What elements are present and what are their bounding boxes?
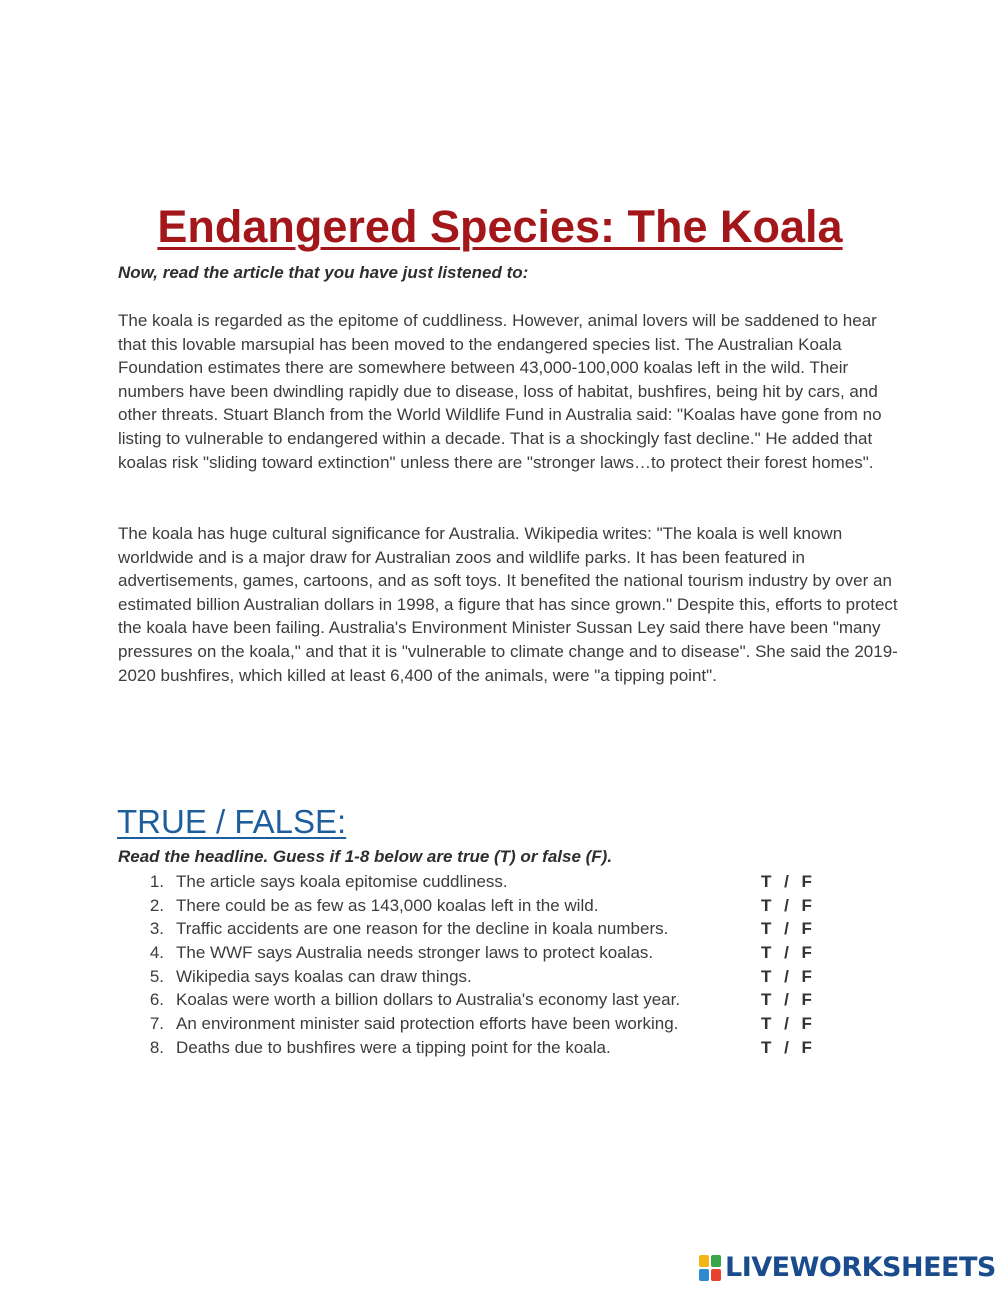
item-statement: Deaths due to bushfires were a tipping point for the koala. (176, 1037, 611, 1057)
true-false-choice[interactable]: T / F (761, 943, 812, 963)
list-item (118, 917, 858, 941)
true-false-choice[interactable]: T / F (761, 966, 812, 986)
item-number: 5. (149, 966, 164, 986)
true-false-choice[interactable]: T / F (761, 1014, 812, 1034)
true-false-instruction: Read the headline. Guess if 1-8 below are true (T) or false (F). (118, 847, 613, 866)
logo-block-2 (711, 1255, 721, 1267)
list-item (118, 941, 858, 965)
true-false-choice[interactable]: T / F (761, 872, 812, 891)
item-number: 8. (149, 1037, 164, 1057)
list-item (118, 1012, 858, 1036)
item-statement: Wikipedia says koalas can draw things. (176, 966, 472, 986)
item-number: 7. (149, 1014, 164, 1034)
item-number: 3. (149, 919, 164, 939)
brand-name: LIVEWORKSHEETS (725, 1252, 996, 1283)
item-statement: The WWF says Australia needs stronger laws to protect koalas. (176, 943, 654, 963)
list-item (118, 1036, 858, 1060)
item-number: 2. (149, 895, 164, 915)
article-paragraph-1: The koala is regarded as the epitome of cuddliness. However, animal lovers will be saddened to hear that this lovable marsupial has been moved to the endangered species list. The Australian Koala Foundation estimates there are somewhere between 43,000-100,000 koalas left in the wild. Their numbers have been dwindling rapidly due to disease, loss of habitat, bushfires, being hit by cars, and other threats. Stuart Blanch from the World Wildlife Fund in Australia said: "Koalas have gone from no listing to vulnerable to endangered within a decade. That is a shockingly fast decline." He added that koalas risk "sliding toward extinction" unless there are "stronger laws…to protect their forest homes". (118, 311, 882, 472)
list-item (118, 965, 858, 989)
item-statement: Koalas were worth a billion dollars to Australia's economy last year. (176, 990, 681, 1010)
article-paragraph-2: The koala has huge cultural significance for Australia. Wikipedia writes: "The koala is well known worldwide and is a major draw for Australian zoos and wildlife parks. It has been featured in advertisements, games, cartoons, and as soft toys. It benefited the national tourism industry by over an estimated billion Australian dollars in 1998, a figure that has since grown." Despite this, efforts to protect the koala have been failing. Australia's Environment Minister Sussan Ley said there have been "many pressures on the koala," and that it is "vulnerable to climate change and to disease". She said the 2019-2020 bushfires, which killed at least 6,400 of the animals, were "a tipping point". (118, 524, 898, 685)
true-false-choice[interactable]: T / F (761, 990, 812, 1010)
true-false-choice[interactable]: T / F (761, 1037, 812, 1057)
item-statement: An environment minister said protection efforts have been working. (176, 1014, 679, 1034)
true-false-heading: TRUE / FALSE: (117, 803, 347, 840)
list-item (118, 870, 858, 894)
list-item (118, 988, 858, 1012)
liveworksheets-logo[interactable] (698, 1252, 996, 1284)
liveworksheets-logo-icon (698, 1254, 722, 1282)
intro-instruction: Now, read the article that you have just listened to: (118, 263, 529, 282)
item-number: 1. (149, 872, 164, 891)
true-false-choice[interactable]: T / F (761, 895, 812, 915)
logo-block-3 (699, 1269, 709, 1281)
logo-block-4 (711, 1269, 721, 1281)
true-false-choice[interactable]: T / F (761, 919, 812, 939)
page-title: Endangered Species: The Koala (157, 201, 843, 252)
item-number: 4. (149, 943, 164, 963)
true-false-list (118, 870, 858, 1060)
item-number: 6. (149, 990, 164, 1010)
item-statement: Traffic accidents are one reason for the decline in koala numbers. (176, 919, 669, 939)
item-statement: The article says koala epitomise cuddliness. (176, 872, 508, 891)
logo-block-1 (699, 1255, 709, 1267)
item-statement: There could be as few as 143,000 koalas left in the wild. (176, 895, 599, 915)
list-item (118, 894, 858, 918)
